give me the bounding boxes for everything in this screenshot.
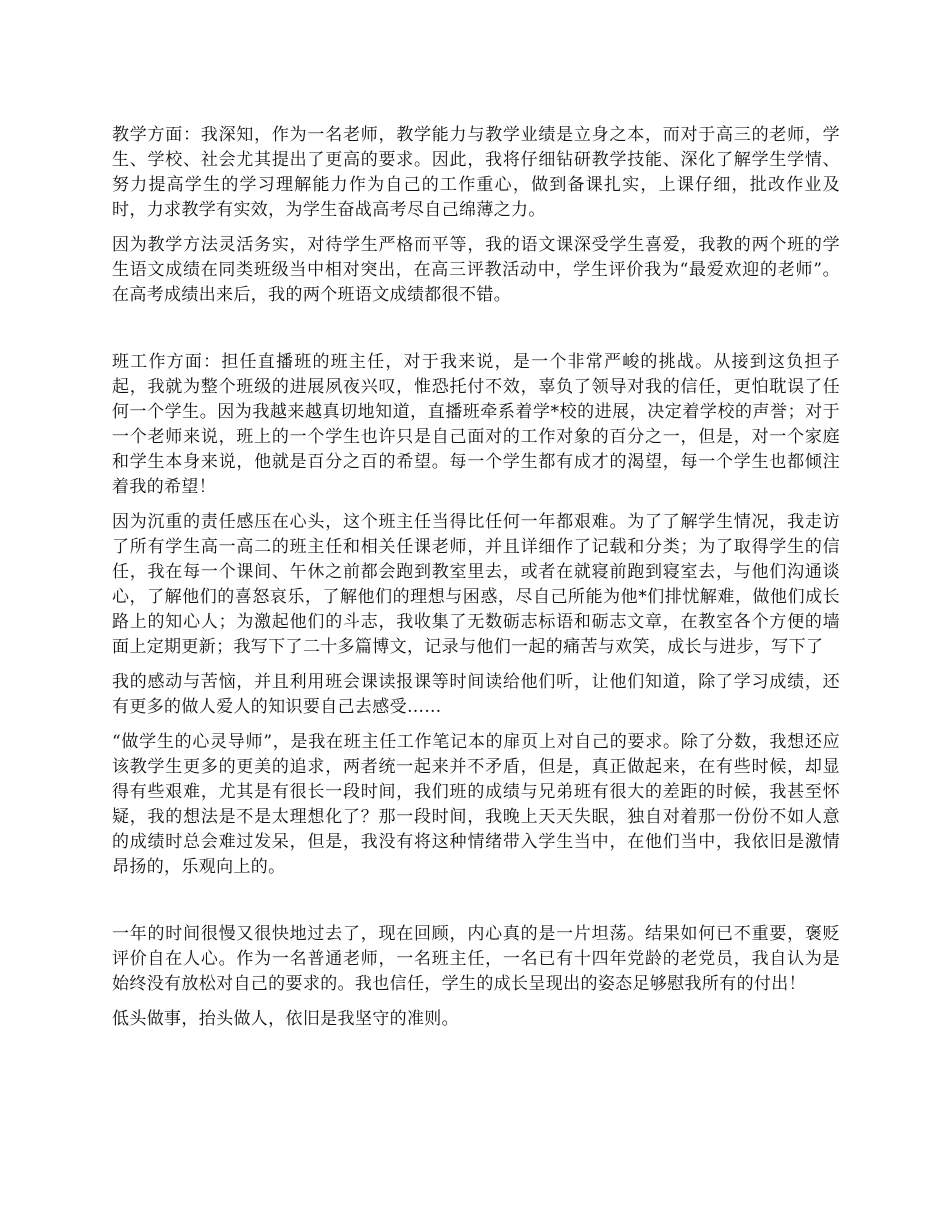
document-body <box>112 123 840 1042</box>
paragraph-class-work: 班工作方面：担任直播班的班主任，对于我来说，是一个非常严峻的挑战。从接到这负担子起，我就为整个班级的进展夙夜兴叹，惟恐托付不效，辜负了领导对我的信任，更怕耽误了任何一个学生。因为我越来越真切地知道，直播班牵系着学*校的进展，决定着学校的声誉；对于一个老师来说，班上的一个学生也许只是自己面对的工作对象的百分之一，但是，对一个家庭和学生本身来说，他就是百分之百的希望。每一个学生都有成才的渴望，每一个学生也都倾注着我的希望！ <box>112 352 840 497</box>
paragraph-feelings: 我的感动与苦恼，并且利用班会课读报课等时间读给他们听，让他们知道，除了学习成绩，还有更多的做人爱人的知识要自己去感受…… <box>112 672 840 717</box>
paragraph-mentor: “做学生的心灵导师”，是我在班主任工作笔记本的扉页上对自己的要求。除了分数，我想还应该教学生更多的更美的追求，两者统一起来并不矛盾，但是，真正做起来，在有些时候，却显得有些艰难，尤其是有很长一段时间，我们班的成绩与兄弟班有很大的差距的时候，我甚至怀疑，我的想法是不是太理想化了？那一段时间，我晚上天天失眠，独自对着那一份份不如人意的成绩时总会难过发呆，但是，我没有将这种情绪带入学生当中，在他们当中，我依旧是激情昂扬的，乐观向上的。 <box>112 732 840 877</box>
paragraph-teaching: 教学方面：我深知，作为一名老师，教学能力与教学业绩是立身之本，而对于高三的老师，学生、学校、社会尤其提出了更高的要求。因此，我将仔细钻研教学技能、深化了解学生学情、努力提高学生的学习理解能力作为自己的工作重心，做到备课扎实，上课仔细，批改作业及时，力求教学有实效，为学生奋战高考尽自己绵薄之力。 <box>112 125 840 220</box>
section-spacer <box>112 318 840 350</box>
paragraph-responsibility: 因为沉重的责任感压在心头，这个班主任当得比任何一年都艰难。为了了解学生情况，我走访了所有学生高一高二的班主任和相关任课老师，并且详细作了记载和分类；为了取得学生的信任，我在每一个课间、午休之前都会跑到教室里去，或者在就寝前跑到寝室去，与他们沟通谈心，了解他们的喜怒哀乐，了解他们的理想与困惑，尽自己所能为他*们排忧解难，做他们成长路上的知心人；为激起他们的斗志，我收集了无数砺志标语和砺志文章，在教室各个方便的墙面上定期更新；我写下了二十多篇博文，记录与他们一起的痛苦与欢笑，成长与进步，写下了 <box>112 512 840 657</box>
section-spacer <box>112 890 840 922</box>
paragraph-reflection: 一年的时间很慢又很快地过去了，现在回顾，内心真的是一片坦荡。结果如何已不重要，褒贬评价自在人心。作为一名普通老师，一名班主任，一名已有十四年党龄的老党员，我自认为是始终没有放松对自己的要求的。我也信任，学生的成长呈现出的姿态足够慰我所有的付出！ <box>112 924 840 994</box>
paragraph-teaching-results: 因为教学方法灵活务实，对待学生严格而平等，我的语文课深受学生喜爱，我教的两个班的学生语文成绩在同类班级当中相对突出，在高三评教活动中，学生评价我为“最爱欢迎的老师”。在高考成绩出来后，我的两个班语文成绩都很不错。 <box>112 235 840 305</box>
paragraph-principle: 低头做事，抬头做人，依旧是我坚守的准则。 <box>112 1009 459 1029</box>
